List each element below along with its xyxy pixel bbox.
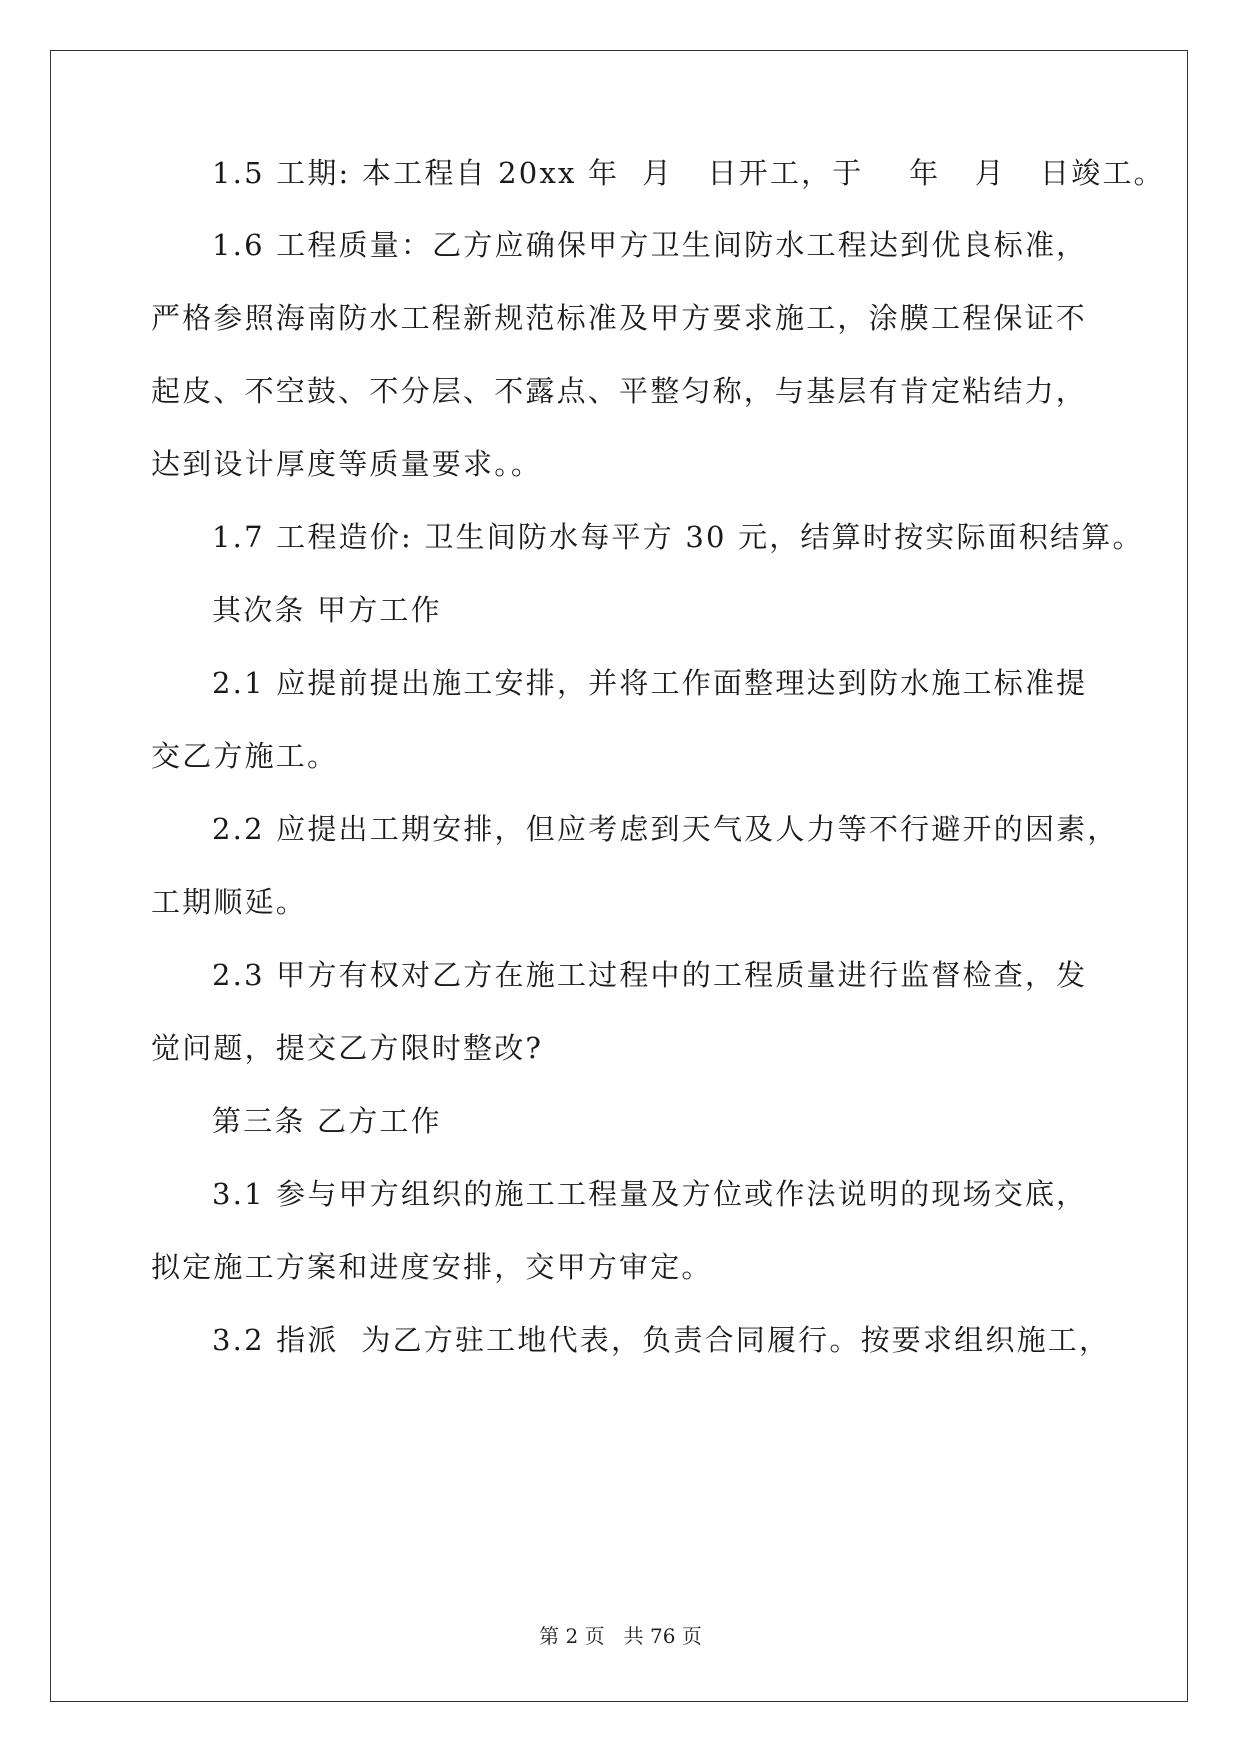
line-1-7-cost: 1.7 工程造价: 卫生间防水每平方 30 元，结算时按实际面积结算。	[212, 520, 1144, 554]
line-1-6-quality: 1.6 工程质量：乙方应确保甲方卫生间防水工程达到优良标准，	[212, 228, 1088, 262]
line-1-6-quality-cont-1: 严格参照海南防水工程新规范标准及甲方要求施工，涂膜工程保证不	[151, 301, 1088, 335]
heading-article-3: 第三条 乙方工作	[212, 1104, 442, 1138]
line-2-3: 2.3 甲方有权对乙方在施工过程中的工程质量进行监督检查，发	[212, 958, 1088, 992]
line-2-1-cont: 交乙方施工。	[151, 739, 339, 773]
heading-article-2: 其次条 甲方工作	[212, 593, 442, 627]
line-2-3-cont: 觉问题，提交乙方限时整改?	[151, 1031, 544, 1065]
line-3-2: 3.2 指派 为乙方驻工地代表，负责合同履行。按要求组织施工，	[212, 1323, 1111, 1357]
page-number-footer: 第 2 页 共 76 页	[539, 1624, 702, 1648]
line-1-6-quality-cont-3: 达到设计厚度等质量要求。。	[151, 447, 543, 481]
line-3-1: 3.1 参与甲方组织的施工工程量及方位或作法说明的现场交底，	[212, 1177, 1088, 1211]
line-1-5-schedule: 1.5 工期: 本工程自 20xx 年 月 日开工，于 年 月 日竣工。	[212, 156, 1165, 190]
line-1-6-quality-cont-2: 起皮、不空鼓、不分层、不露点、平整匀称，与基层有肯定粘结力，	[151, 374, 1088, 408]
line-3-1-cont: 拟定施工方案和进度安排，交甲方审定。	[151, 1250, 713, 1284]
line-2-1: 2.1 应提前提出施工安排，并将工作面整理达到防水施工标准提	[212, 666, 1088, 700]
line-2-2-cont: 工期顺延。	[151, 885, 308, 919]
page-border	[50, 50, 1188, 1702]
line-2-2: 2.2 应提出工期安排，但应考虑到天气及人力等不行避开的因素，	[212, 812, 1119, 846]
